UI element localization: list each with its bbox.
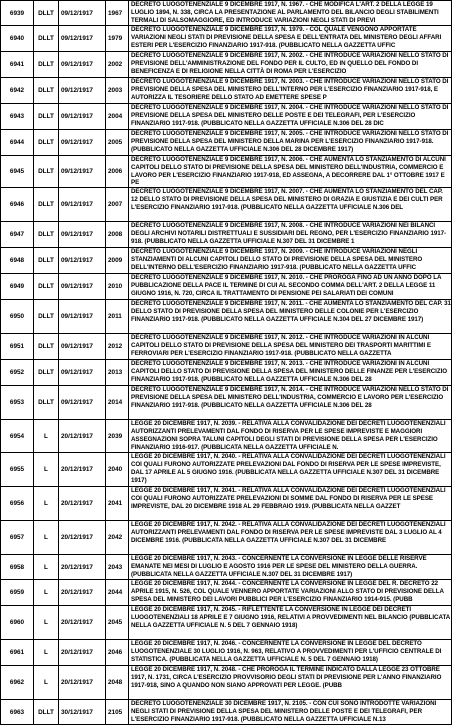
row-id: 6957 <box>1 521 34 555</box>
row-type: DLLT <box>34 78 59 104</box>
row-type: L <box>34 580 59 606</box>
row-number: 2043 <box>106 555 129 580</box>
row-date: 09/12/1917 <box>59 26 106 52</box>
row-number: 2041 <box>106 487 129 521</box>
row-number: 2006 <box>106 156 129 188</box>
register-row <box>1 274 452 300</box>
row-description: DECRETO LUOGOTENENZIALE 9 DICEMBRE 1917, N. 1967. - CHE MODIFICA L'ART. 2 DELLA LEGGE 19 LUGLIO 1894, N. 338, CIRCA LA PRESENTAZIONE AL PARLAMENTO DEL BILANCIO DEGLI STABILIMENTI TERMALI DI SALSOMAGGIORE, ED INTRODUCE VARIAZIONI NEGLI STATI DI PREVI <box>129 1 452 26</box>
row-date: 20/12/1917 <box>59 555 106 580</box>
row-description: LEGGE 20 DICEMBRE 1917, N. 2040. - RELATIVA ALLA CONVALIDAZIONE DEI DECRETI LUOGOTENENZIALI COI QUALI FURONO AUTORIZZATE PRELEVAZIONI DAL FONDO DI RISERVA PER LE SPESE IMPREVISTE, DAL 17 APRILE AL 5 GIUGNO 1916. (PUBBLICATA NELLA GAZZETTA UFFICIALE N.307 DEL 31 DICEMBRE 1917) <box>129 453 452 487</box>
row-type: DLLT <box>34 274 59 300</box>
row-number: 2005 <box>106 130 129 156</box>
row-date: 20/12/1917 <box>59 487 106 521</box>
row-number: 2045 <box>106 606 129 640</box>
row-date: 09/12/1917 <box>59 334 106 360</box>
row-number: 2044 <box>106 580 129 606</box>
row-type: DLLT <box>34 104 59 130</box>
row-type: DLLT <box>34 1 59 26</box>
register-row <box>1 300 452 334</box>
row-description: DECRETO LUOGOTENENZIALE 9 DICEMBRE 1917, N. 2012. - CHE INTRODUCE VARIAZIONI IN ALCUNI CAPITOLI DELLO STATO DI PREVISIONE DELLA SPESA DEL MINISTERO DEI TRASPORTI MARITTIMI E FERROVIARI PER L'ESERCIZIO FINANZIARIO 1917-918. (PUBBLICATO NELLA GAZZETTA <box>129 334 452 360</box>
row-description: DECRETO LUOGOTENENZIALE 9 DICEMBRE 1917, N. 2014. - CHE INTRODUCE VARIAZIONI NELLO STATO DI PREVISIONE DELLA SPESA DEL MINISTERO DELL'INDUSTRIA, COMMERCIO E LAVORO PER L'ESERCIZIO FINANZIARIO 1917-918. (PUBBLICATO NELLA GAZZETTA UFFICIALE N.306 DEL 28 <box>129 386 452 420</box>
row-type: L <box>34 420 59 453</box>
row-number: 2012 <box>106 334 129 360</box>
register-row <box>1 420 452 453</box>
register-row <box>1 1 452 26</box>
row-date: 20/12/1917 <box>59 453 106 487</box>
row-id: 6951 <box>1 334 34 360</box>
row-date: 09/12/1917 <box>59 130 106 156</box>
register-row <box>1 700 452 725</box>
row-date: 09/12/1917 <box>59 300 106 334</box>
row-date: 09/12/1917 <box>59 78 106 104</box>
register-rows <box>1 1 452 725</box>
register-row <box>1 386 452 420</box>
row-number: 2008 <box>106 222 129 248</box>
row-description: DECRETO LUOGOTENENZIALE 9 DICEMBRE 1917, N. 2007. - CHE AUMENTA LO STANZIAMENTO DEL CAP. 12 DELLO STATO DI PREVISIONE DELLA SPESA DEL MINISTERO DI GRAZIA E GIUSTIZIA E DEI CULTI PER L'ESERCIZIO FINANZIARIO 1917-918. (PUBBLICATO NELLA GAZZETTA UFFICIALE N.306 DEL <box>129 188 452 222</box>
row-number: 1967 <box>106 1 129 26</box>
row-type: DLLT <box>34 156 59 188</box>
row-date: 09/12/1917 <box>59 1 106 26</box>
row-type: DLLT <box>34 300 59 334</box>
row-id: 6960 <box>1 606 34 640</box>
row-description: LEGGE 20 DICEMBRE 1917, N. 2044. - CONCERNENTE LA CONVERSIONE IN LEGGE DEL R. DECRETO 22 APRILE 1915, N. 526, COL QUALE VENNERO APPORTATE VARIAZIONI ALLO STATO DI PREVISIONE DELLA SPESA DEL MINISTERO DEI LAVORI PUBBLICI PER L'ESERCIZIO FINANZIARIO 1914-915. (PUBB <box>129 580 452 606</box>
row-date: 09/12/1917 <box>59 386 106 420</box>
row-id: 6950 <box>1 300 34 334</box>
register-row <box>1 487 452 521</box>
register-row <box>1 521 452 555</box>
row-id: 6954 <box>1 420 34 453</box>
row-id: 6948 <box>1 248 34 274</box>
row-number: 2002 <box>106 52 129 78</box>
row-id: 6943 <box>1 104 34 130</box>
row-description: LEGGE 20 DICEMBRE 1917, N. 2045. - RIFLETTENTE LA CONVERSIONE IN LEGGE DEI DECRETI LUOGOTENENZIALI 18 APRILE E 7 GIUGNO 1916, RELATIVI A PROVVEDIMENTI NEL BILANCIO (PUBBLICATA NELLA GAZZETTA UFFICIALE N. 5 DEL 7 GENNAIO 1918) <box>129 606 452 640</box>
row-description: LEGGE 20 DICEMBRE 1917, N. 2043. - CONCERNENTE LA CONVERSIONE IN LEGGE DELLE RISERVE EMANATE NEI MESI DI LUGLIO E AGOSTO 1916 PER LE SPESE DEL MINISTERO DELLA GUERRA. (PUBBLICATA NELLA GAZZETTA UFFICIALE N.307 DEL 31 DICEMBRE 1917) <box>129 555 452 580</box>
row-number: 2007 <box>106 188 129 222</box>
row-description: DECRETO LUOGOTENENZIALE 9 DICEMBRE 1917, N. 2006. - CHE AUMENTA LO STANZIAMENTO DI ALCUNI CAPITOLI DELLO STATO DI PREVISIONE DELLA SPESA DEL MINISTERO DELL'INDUSTRIA, COMMERCIO E LAVORO PER L'ESERCIZIO FINANZIARIO 1917-918, ED ASSEGNA, A DECORRERE DAL 1° OTTOBRE 1917 E PE <box>129 156 452 188</box>
row-number: 2040 <box>106 453 129 487</box>
row-date: 09/12/1917 <box>59 222 106 248</box>
row-description: LEGGE 20 DICEMBRE 1917, N. 2039. - RELATIVA ALLA CONVALIDAZIONE DEI DECRETI LUOGOTENENZIALI AUTORIZZANTI PRELEVAMENTI DAL FONDO DI RISERVA PER LE SPESE IMPREVISTE E MAGGIORI ASSEGNAZIONI SOPRA TALUNI CAPITOLI DEGLI STATI DI PREVISIONE DELLA SPESA PER L'ESERCIZIO FINANZIARIO 1916-917. (PUBBLICATA NELLA GAZZETTA UFFICIALE N. <box>129 420 452 453</box>
register-row <box>1 606 452 640</box>
row-id: 6963 <box>1 700 34 725</box>
row-description: LEGGE 20 DICEMBRE 1917, N. 2041. - RELATIVA ALLA CONVALIDAZIONE DEI DECRETI LUOGOTENENZIALI COI QUALI FURONO AUTORIZZATE PRELEVAZIONI DI SOMME DAL FONDO DI RISERVA PER LE SPESE IMPREVISTE, DAL 20 DICEMBRE 1918 AL 29 FEBBRAIO 1919. (PUBBLICATA NELLA GAZZET <box>129 487 452 521</box>
row-number: 2013 <box>106 360 129 386</box>
row-type: DLLT <box>34 52 59 78</box>
row-id: 6941 <box>1 52 34 78</box>
row-id: 6958 <box>1 555 34 580</box>
row-type: L <box>34 666 59 700</box>
row-number: 2014 <box>106 386 129 420</box>
row-id: 6952 <box>1 360 34 386</box>
row-id: 6939 <box>1 1 34 26</box>
row-date: 09/12/1917 <box>59 274 106 300</box>
row-description: DECRETO LUOGOTENENZIALE 9 DICEMBRE 1917, N. 2011. - CHE AUMENTA LO STANZIAMENTO DEL CAP. 31 DELLO STATO DI PREVISIONE DELLA SPESA DEL MINISTERO DELLE COLONIE PER L'ESERCIZIO FINANZIARIO 1917-918. (PUBBLICATO NELLA GAZZETTA UFFICIALE N.304 DEL 27 DICEMBRE 1917) <box>129 300 452 334</box>
register-row <box>1 666 452 700</box>
register-row <box>1 360 452 386</box>
row-date: 30/12/1917 <box>59 700 106 725</box>
row-date: 20/12/1917 <box>59 580 106 606</box>
row-id: 6955 <box>1 453 34 487</box>
row-type: DLLT <box>34 26 59 52</box>
register-row <box>1 640 452 666</box>
row-description: DECRETO LUOGOTENENZIALE 9 DICEMBRE 1917, N. 2003. - CHE INTRODUCE VARIAZIONI NELLO STATO DI PREVISIONE DELLA SPESA DEL MINISTERO DELL'INTERNO PER L'ESERCIZIO FINANZIARIO 1917-918, E AUTORIZZA IL TESORIERE DELLO STATO AD EMETTERE SPESE P <box>129 78 452 104</box>
row-date: 09/12/1917 <box>59 52 106 78</box>
row-id: 6953 <box>1 386 34 420</box>
row-id: 6940 <box>1 26 34 52</box>
row-type: L <box>34 487 59 521</box>
row-id: 6942 <box>1 78 34 104</box>
register-row <box>1 156 452 188</box>
row-type: L <box>34 555 59 580</box>
row-number: 2105 <box>106 700 129 725</box>
register-row <box>1 188 452 222</box>
register-row <box>1 334 452 360</box>
row-id: 6944 <box>1 130 34 156</box>
row-date: 20/12/1917 <box>59 521 106 555</box>
register-row <box>1 52 452 78</box>
row-description: DECRETO LUOGOTENENZIALE 30 DICEMBRE 1917, N. 2105. - CON CUI SONO INTRODOTTE VARIAZIONI NEGLI STATI DI PREVISIONE DELLA SPESA DEL MINISTERO DELLE POSTE E DEI TELEGRAFI, PER L'ESERCIZIO FINANZIARIO 1917-918. (PUBBLICATO NELLA GAZZETTA UFFICIALE N.13 <box>129 700 452 725</box>
row-number: 2048 <box>106 666 129 700</box>
row-id: 6956 <box>1 487 34 521</box>
row-number: 2004 <box>106 104 129 130</box>
row-number: 2042 <box>106 521 129 555</box>
row-description: LEGGE 20 DICEMBRE 1917, N. 2048. - CHE PROROGA IL TERMINE INDICATO DALLA LEGGE 23 OTTOBRE 1917, N. 1731, CIRCA L'ESERCIZIO PROVVISORIO DEGLI STATI DI PREVISIONE PER L'ANNO FINANZIARIO 1917-918, SINO A QUANDO NON SIANO APPROVATI PER LEGGE. (PUBB <box>129 666 452 700</box>
row-type: DLLT <box>34 130 59 156</box>
row-number: 2003 <box>106 78 129 104</box>
row-description: DECRETO LUOGOTENENZIALE 9 DICEMBRE 1917, N. 2004. - CHE INTRODUCE VARIAZIONI NELLO STATO DI PREVISIONE DELLA SPESA DEL MINISTERO DELLE POSTE E DEI TELEGRAFI, PER L'ESERCIZIO FINANZIARIO 1917-918. (PUBBLICATO NELLA GAZZETTA UFFICIALE N.306 DEL 28 DIC <box>129 104 452 130</box>
row-date: 09/12/1917 <box>59 188 106 222</box>
row-date: 20/12/1917 <box>59 606 106 640</box>
register-row <box>1 555 452 580</box>
row-id: 6949 <box>1 274 34 300</box>
row-id: 6962 <box>1 666 34 700</box>
row-number: 2039 <box>106 420 129 453</box>
row-id: 6945 <box>1 156 34 188</box>
register-row <box>1 222 452 248</box>
row-id: 6959 <box>1 580 34 606</box>
register-row <box>1 580 452 606</box>
row-type: DLLT <box>34 222 59 248</box>
row-type: DLLT <box>34 360 59 386</box>
row-description: DECRETO LUOGOTENENZIALE 9 DICEMBRE 1917, N. 2002. - CHE INTRODUCE VARIAZIONI NELLO STATO DI PREVISIONE DELL'AMMINISTRAZIONE DEL FONDO PER IL CULTO, ED IN QUELLO DEL FONDO DI BENEFICENZA E DI RELIGIONE NELLA CITTÀ DI ROMA PER L'ESERCIZIO <box>129 52 452 78</box>
row-description: LEGGE 20 DICEMBRE 1917, N. 2042. - RELATIVA ALLA CONVALIDAZIONE DEI DECRETI LUOGOTENENZIALI AUTORIZZANTI PRELEVAMENTI DAL FONDO DI RISERVA PER LE SPESE IMPREVISTE DAL 3 LUGLIO AL 4 DICEMBRE 1916. (PUBBLICATA NELLA GAZZETTA UFFICIALE N.307 DEL 31 DICEMBRE <box>129 521 452 555</box>
row-type: L <box>34 521 59 555</box>
row-description: LEGGE 20 DICEMBRE 1917, N. 2046. - CONCERNENTE LA CONVERSIONE IN LEGGE DEL DECRETO LUOGOTENENZIALE 30 LUGLIO 1916, N. 963, RELATIVO A PROVVEDIMENTI PER L'UFFICIO CENTRALE DI STATISTICA. (PUBBLICATA NELLA GAZZETTA UFFICIALE N. 5 DEL 7 GENNAIO 1918) <box>129 640 452 666</box>
register-row <box>1 248 452 274</box>
register-row <box>1 104 452 130</box>
row-date: 09/12/1917 <box>59 248 106 274</box>
row-type: DLLT <box>34 386 59 420</box>
row-number: 2009 <box>106 248 129 274</box>
row-description: DECRETO LUOGOTENENZIALE 9 DICEMBRE 1917, N. 2009. - CHE INTRODUCE VARIAZIONI NEGLI STANZIAMENTI DI ALCUNI CAPITOLI DELLO STATO DI PREVISIONE DELLA SPESA DEL MINISTERO DELL'INTERNO DELL'ESERCIZIO FINANZIARIO 1917-918. (PUBBLICATO NELLA GAZZETTA UFFIC <box>129 248 452 274</box>
row-description: DECRETO LUOGOTENENZIALE 9 DICEMBRE 1917, N. 2008. - CHE INTRODUCE VARIAZIONI NEI BILANCI DEGLI ARCHIVI NOTARILI DISTRETTUALI E SUSSIDIARI DEL REGNO, PER L'ESERCIZIO FINANZIARIO 1917-918. (PUBBLICATO NELLA GAZZETTA UFFICIALE N.307 DEL 31 DICEMBRE 1 <box>129 222 452 248</box>
row-type: L <box>34 640 59 666</box>
register-row <box>1 78 452 104</box>
row-type: L <box>34 606 59 640</box>
row-description: DECRETO LUOGOTENENZIALE 9 DICEMBRE 1917, N. 1979. - COL QUALE VENGONO APPORTATE VARIAZIONI NEGLI STATI DI PREVISIONE DELLA SPESA E DELL'ENTRATA DEL MINISTERO DEGLI AFFARI ESTERI PER L'ESERCIZIO FINANZIARIO 1917-918. (PUBBLICATO NELLA GAZZETTA UFFIC <box>129 26 452 52</box>
row-type: DLLT <box>34 700 59 725</box>
row-number: 1979 <box>106 26 129 52</box>
row-description: DECRETO LUOGOTENENZIALE 9 DICEMBRE 1917, N. 2010. - CHE PROROGA FINO AD UN ANNO DOPO LA PUBBLICAZIONE DELLA PACE IL TERMINE DI CUI AL SECONDO COMMA DELL'ART. 2 DELLA LEGGE 11 GIUGNO 1916, N. 720, CIRCA IL TRATTAMENTO DI PENSIONE PEI SALARIATI DEI COMUNI <box>129 274 452 300</box>
register-row <box>1 130 452 156</box>
row-type: DLLT <box>34 188 59 222</box>
register-row <box>1 26 452 52</box>
row-type: DLLT <box>34 334 59 360</box>
row-description: DECRETO LUOGOTENENZIALE 9 DICEMBRE 1917, N. 2005. - CHE INTRODUCE VARIAZIONI NELLO STATO DI PREVISIONE DELLA SPESA DEL MINISTERO DELLA MARINA PER L'ESERCIZIO FINANZIARIO 1917-918. (PUBBLICATO NELLA GAZZETTA UFFICIALE N.306 DEL 28 DICEMBRE 1917) <box>129 130 452 156</box>
row-number: 2010 <box>106 274 129 300</box>
row-date: 20/12/1917 <box>59 420 106 453</box>
row-number: 2046 <box>106 640 129 666</box>
row-id: 6946 <box>1 188 34 222</box>
register-row <box>1 453 452 487</box>
row-type: DLLT <box>34 248 59 274</box>
row-id: 6961 <box>1 640 34 666</box>
row-date: 20/12/1917 <box>59 666 106 700</box>
row-date: 20/12/1917 <box>59 640 106 666</box>
row-id: 6947 <box>1 222 34 248</box>
row-number: 2011 <box>106 300 129 334</box>
row-date: 09/12/1917 <box>59 360 106 386</box>
row-type: L <box>34 453 59 487</box>
row-description: DECRETO LUOGOTENENZIALE 9 DICEMBRE 1917, N. 2013. - CHE INTRODUCE VARIAZIONI IN ALCUNI CAPITOLI DELLO STATO DI PREVISIONE DELLA SPESA DEL MINISTERO DELLE FINANZE PER L'ESERCIZIO FINANZIARIO 1917-918. (PUBBLICATO NELLA GAZZETTA UFFICIALE N.306 DEL 28 <box>129 360 452 386</box>
row-date: 09/12/1917 <box>59 156 106 188</box>
row-date: 09/12/1917 <box>59 104 106 130</box>
